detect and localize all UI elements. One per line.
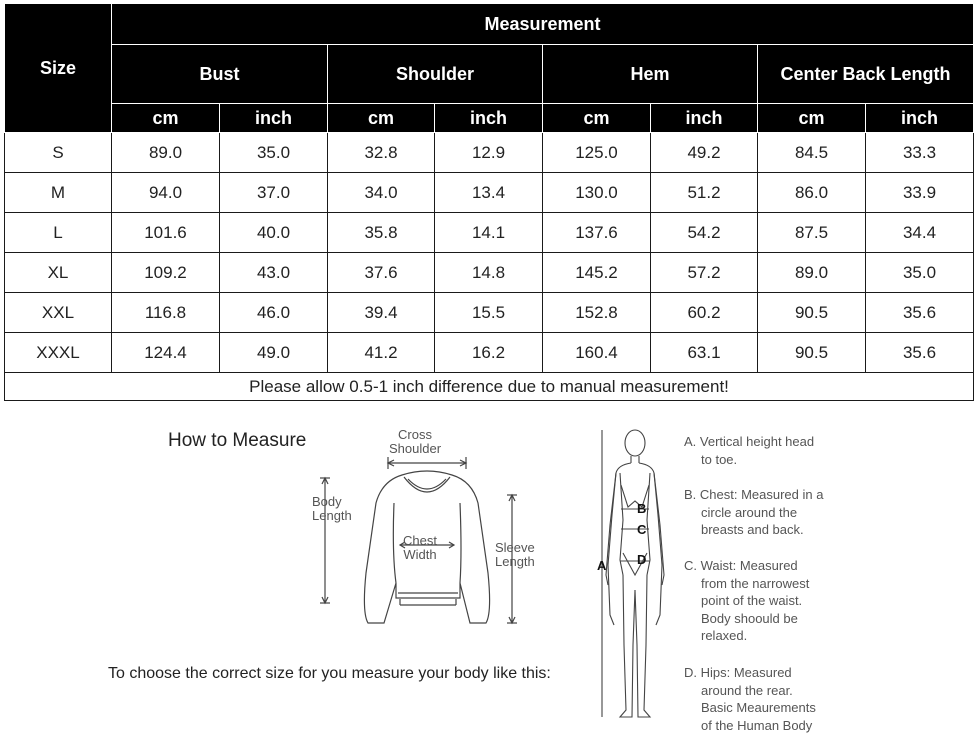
value-cell: 37.6 [328, 253, 435, 293]
size-cell: XL [5, 253, 112, 293]
body-length-label [312, 495, 352, 523]
value-cell: 32.8 [328, 133, 435, 173]
value-cell: 60.2 [651, 293, 758, 333]
unit-header: cm [758, 104, 866, 133]
value-cell: 43.0 [220, 253, 328, 293]
value-cell: 49.0 [220, 333, 328, 373]
value-cell: 51.2 [651, 173, 758, 213]
cross-shoulder-label-line: Cross [398, 427, 432, 442]
value-cell: 130.0 [543, 173, 651, 213]
unit-header: cm [543, 104, 651, 133]
value-cell: 35.6 [866, 333, 974, 373]
unit-header: cm [112, 104, 220, 133]
unit-header: inch [220, 104, 328, 133]
value-cell: 124.4 [112, 333, 220, 373]
how-to-measure-title: How to Measure [168, 430, 307, 451]
size-cell: XXXL [5, 333, 112, 373]
legend-text: circle around the [701, 504, 798, 520]
unit-header: inch [435, 104, 543, 133]
size-cell: S [5, 133, 112, 173]
value-cell: 33.3 [866, 133, 974, 173]
value-cell: 90.5 [758, 333, 866, 373]
unit-header: inch [651, 104, 758, 133]
table-row [5, 253, 974, 293]
value-cell: 15.5 [435, 293, 543, 333]
value-cell: 35.8 [328, 213, 435, 253]
value-cell: 94.0 [112, 173, 220, 213]
measurement-note: Please allow 0.5-1 inch difference due to manual measurement! [5, 373, 974, 401]
value-cell: 125.0 [543, 133, 651, 173]
note-row [5, 373, 974, 401]
value-cell: 90.5 [758, 293, 866, 333]
chest-width-label-line: Chest [403, 533, 437, 548]
value-cell: 34.0 [328, 173, 435, 213]
value-cell: 84.5 [758, 133, 866, 173]
value-cell: 137.6 [543, 213, 651, 253]
value-cell: 54.2 [651, 213, 758, 253]
sleeve-length-label-line: Sleeve [495, 540, 535, 555]
label-c: C [637, 522, 647, 537]
table-row [5, 133, 974, 173]
legend-text: point of the waist. [701, 593, 803, 608]
size-column-header: Size [5, 4, 112, 133]
value-cell: 14.8 [435, 253, 543, 293]
table-row [5, 213, 974, 253]
chest-width-label [403, 534, 437, 562]
legend-text: D. Hips: Measured [684, 665, 792, 680]
value-cell: 34.4 [866, 213, 974, 253]
sleeve-length-label-line: Length [495, 554, 535, 569]
value-cell: 41.2 [328, 333, 435, 373]
value-cell: 57.2 [651, 253, 758, 293]
value-cell: 101.6 [112, 213, 220, 253]
value-cell: 160.4 [543, 333, 651, 373]
value-cell: 63.1 [651, 333, 758, 373]
legend-text: A. Vertical height head [684, 434, 815, 449]
legend-text: to toe. [701, 451, 738, 467]
value-cell: 89.0 [758, 253, 866, 293]
legend-text: from the narrowest [701, 575, 810, 591]
label-a: A [597, 558, 607, 573]
cross-shoulder-label-line: Shoulder [389, 441, 442, 456]
size-cell: XXL [5, 293, 112, 333]
body-length-label-line: Body [312, 494, 342, 509]
unit-header: cm [328, 104, 435, 133]
measurement-header: Measurement [112, 4, 974, 45]
measure-instruction: To choose the correct size for you measure your body like this: [108, 665, 551, 682]
legend-text: relaxed. [701, 628, 748, 643]
value-cell: 89.0 [112, 133, 220, 173]
size-cell: L [5, 213, 112, 253]
cross-shoulder-label [389, 428, 441, 456]
legend-a [684, 433, 814, 468]
value-cell: 87.5 [758, 213, 866, 253]
value-cell: 86.0 [758, 173, 866, 213]
value-cell: 35.6 [866, 293, 974, 333]
table-row [5, 333, 974, 373]
group-header-shoulder: Shoulder [328, 45, 543, 104]
value-cell: 145.2 [543, 253, 651, 293]
sleeve-length-label [495, 541, 535, 569]
legend-text: of the Human Body [701, 717, 813, 733]
value-cell: 13.4 [435, 173, 543, 213]
legend-d [684, 664, 816, 734]
legend-text: breasts and back. [701, 522, 804, 537]
legend-text: around the rear. [701, 682, 793, 698]
group-header-bust: Bust [112, 45, 328, 104]
value-cell: 12.9 [435, 133, 543, 173]
group-header-center-back-length: Center Back Length [758, 45, 974, 104]
value-cell: 152.8 [543, 293, 651, 333]
body-figure-diagram [590, 425, 680, 725]
legend-text: C. Waist: Measured [684, 558, 798, 573]
size-chart-table [4, 3, 974, 401]
legend-text: Basic Meaurements [701, 700, 816, 715]
legend-c [684, 557, 809, 645]
value-cell: 16.2 [435, 333, 543, 373]
value-cell: 37.0 [220, 173, 328, 213]
value-cell: 49.2 [651, 133, 758, 173]
value-cell: 33.9 [866, 173, 974, 213]
chest-width-label-line: Width [403, 547, 437, 562]
value-cell: 46.0 [220, 293, 328, 333]
table-row [5, 293, 974, 333]
label-b: B [637, 501, 647, 516]
table-row [5, 173, 974, 213]
value-cell: 35.0 [866, 253, 974, 293]
value-cell: 109.2 [112, 253, 220, 293]
label-d: D [637, 552, 647, 567]
body-length-label-line: Length [312, 508, 352, 523]
legend-text: Body shoould be [701, 610, 798, 626]
value-cell: 39.4 [328, 293, 435, 333]
value-cell: 35.0 [220, 133, 328, 173]
legend-text: B. Chest: Measured in a [684, 487, 824, 502]
unit-header: inch [866, 104, 974, 133]
size-cell: M [5, 173, 112, 213]
group-header-hem: Hem [543, 45, 758, 104]
legend-b [684, 486, 823, 539]
value-cell: 116.8 [112, 293, 220, 333]
value-cell: 14.1 [435, 213, 543, 253]
value-cell: 40.0 [220, 213, 328, 253]
